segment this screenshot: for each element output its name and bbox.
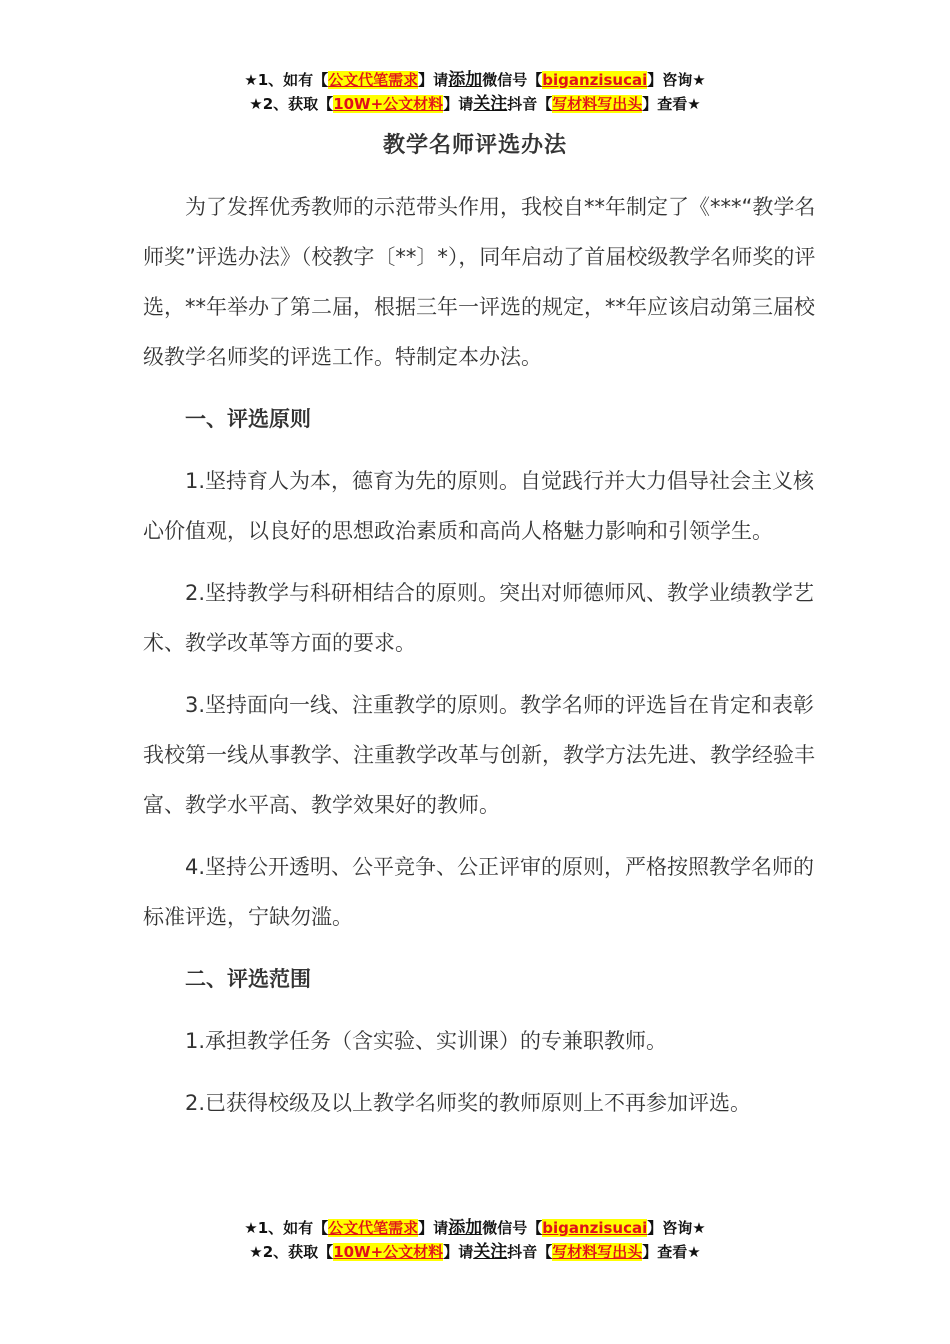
highlight-materials: 10W+公文材料 xyxy=(333,1243,444,1261)
banner-line-2: ★2、获取【10W+公文材料】请关注抖音【写材料写出头】查看★ xyxy=(249,1242,701,1262)
document-title: 教学名师评选办法 xyxy=(382,133,567,158)
intro-paragraph: 为了发挥优秀教师的示范带头作用，我校自**年制定了《***“教学名师奖”评选办法》（校教字〔**〕*），同年启动了首届校级教学名师奖的评选，**年举办了第二届，根据三年一评选的规定，**年应该启动第三届校级教学名师奖的评选工作。特制定本办法。 xyxy=(143,195,816,369)
principle-item: 2.坚持教学与科研相结合的原则。突出对师德师风、教学业绩教学艺术、教学改革等方面的要求。 xyxy=(143,581,815,655)
document-body xyxy=(143,182,823,1140)
bottom-banner xyxy=(0,1216,950,1264)
principle-item: 1.坚持育人为本，德育为先的原则。自觉践行并大力倡导社会主义核心价值观，以良好的思想政治素质和高尚人格魅力影响和引领学生。 xyxy=(143,469,815,543)
highlight-wechat-id: biganzisucai xyxy=(542,1219,648,1237)
highlight-douyin-account: 写材料写出头 xyxy=(552,1243,643,1261)
section-heading-principles: 一、评选原则 xyxy=(185,407,311,431)
highlight-materials: 10W+公文材料 xyxy=(333,95,444,113)
highlight-service: 公文代笔需求 xyxy=(328,1219,419,1237)
banner-line-1: ★1、如有【公文代笔需求】请添加微信号【biganzisucai】咨询★ xyxy=(244,1218,706,1238)
highlight-service: 公文代笔需求 xyxy=(328,71,419,89)
banner-line-1: ★1、如有【公文代笔需求】请添加微信号【biganzisucai】咨询★ xyxy=(244,70,706,90)
banner-line-2: ★2、获取【10W+公文材料】请关注抖音【写材料写出头】查看★ xyxy=(249,94,701,114)
scope-item: 1.承担教学任务（含实验、实训课）的专兼职教师。 xyxy=(185,1029,668,1053)
principle-item: 4.坚持公开透明、公平竞争、公正评审的原则，严格按照教学名师的标准评选，宁缺勿滥。 xyxy=(143,855,815,929)
highlight-douyin-account: 写材料写出头 xyxy=(552,95,643,113)
scope-item: 2.已获得校级及以上教学名师奖的教师原则上不再参加评选。 xyxy=(185,1091,752,1115)
section-heading-scope: 二、评选范围 xyxy=(185,967,311,991)
principle-item: 3.坚持面向一线、注重教学的原则。教学名师的评选旨在肯定和表彰我校第一线从事教学、注重教学改革与创新，教学方法先进、教学经验丰富、教学水平高、教学效果好的教师。 xyxy=(143,693,815,817)
top-banner xyxy=(0,68,950,116)
highlight-wechat-id: biganzisucai xyxy=(542,71,648,89)
